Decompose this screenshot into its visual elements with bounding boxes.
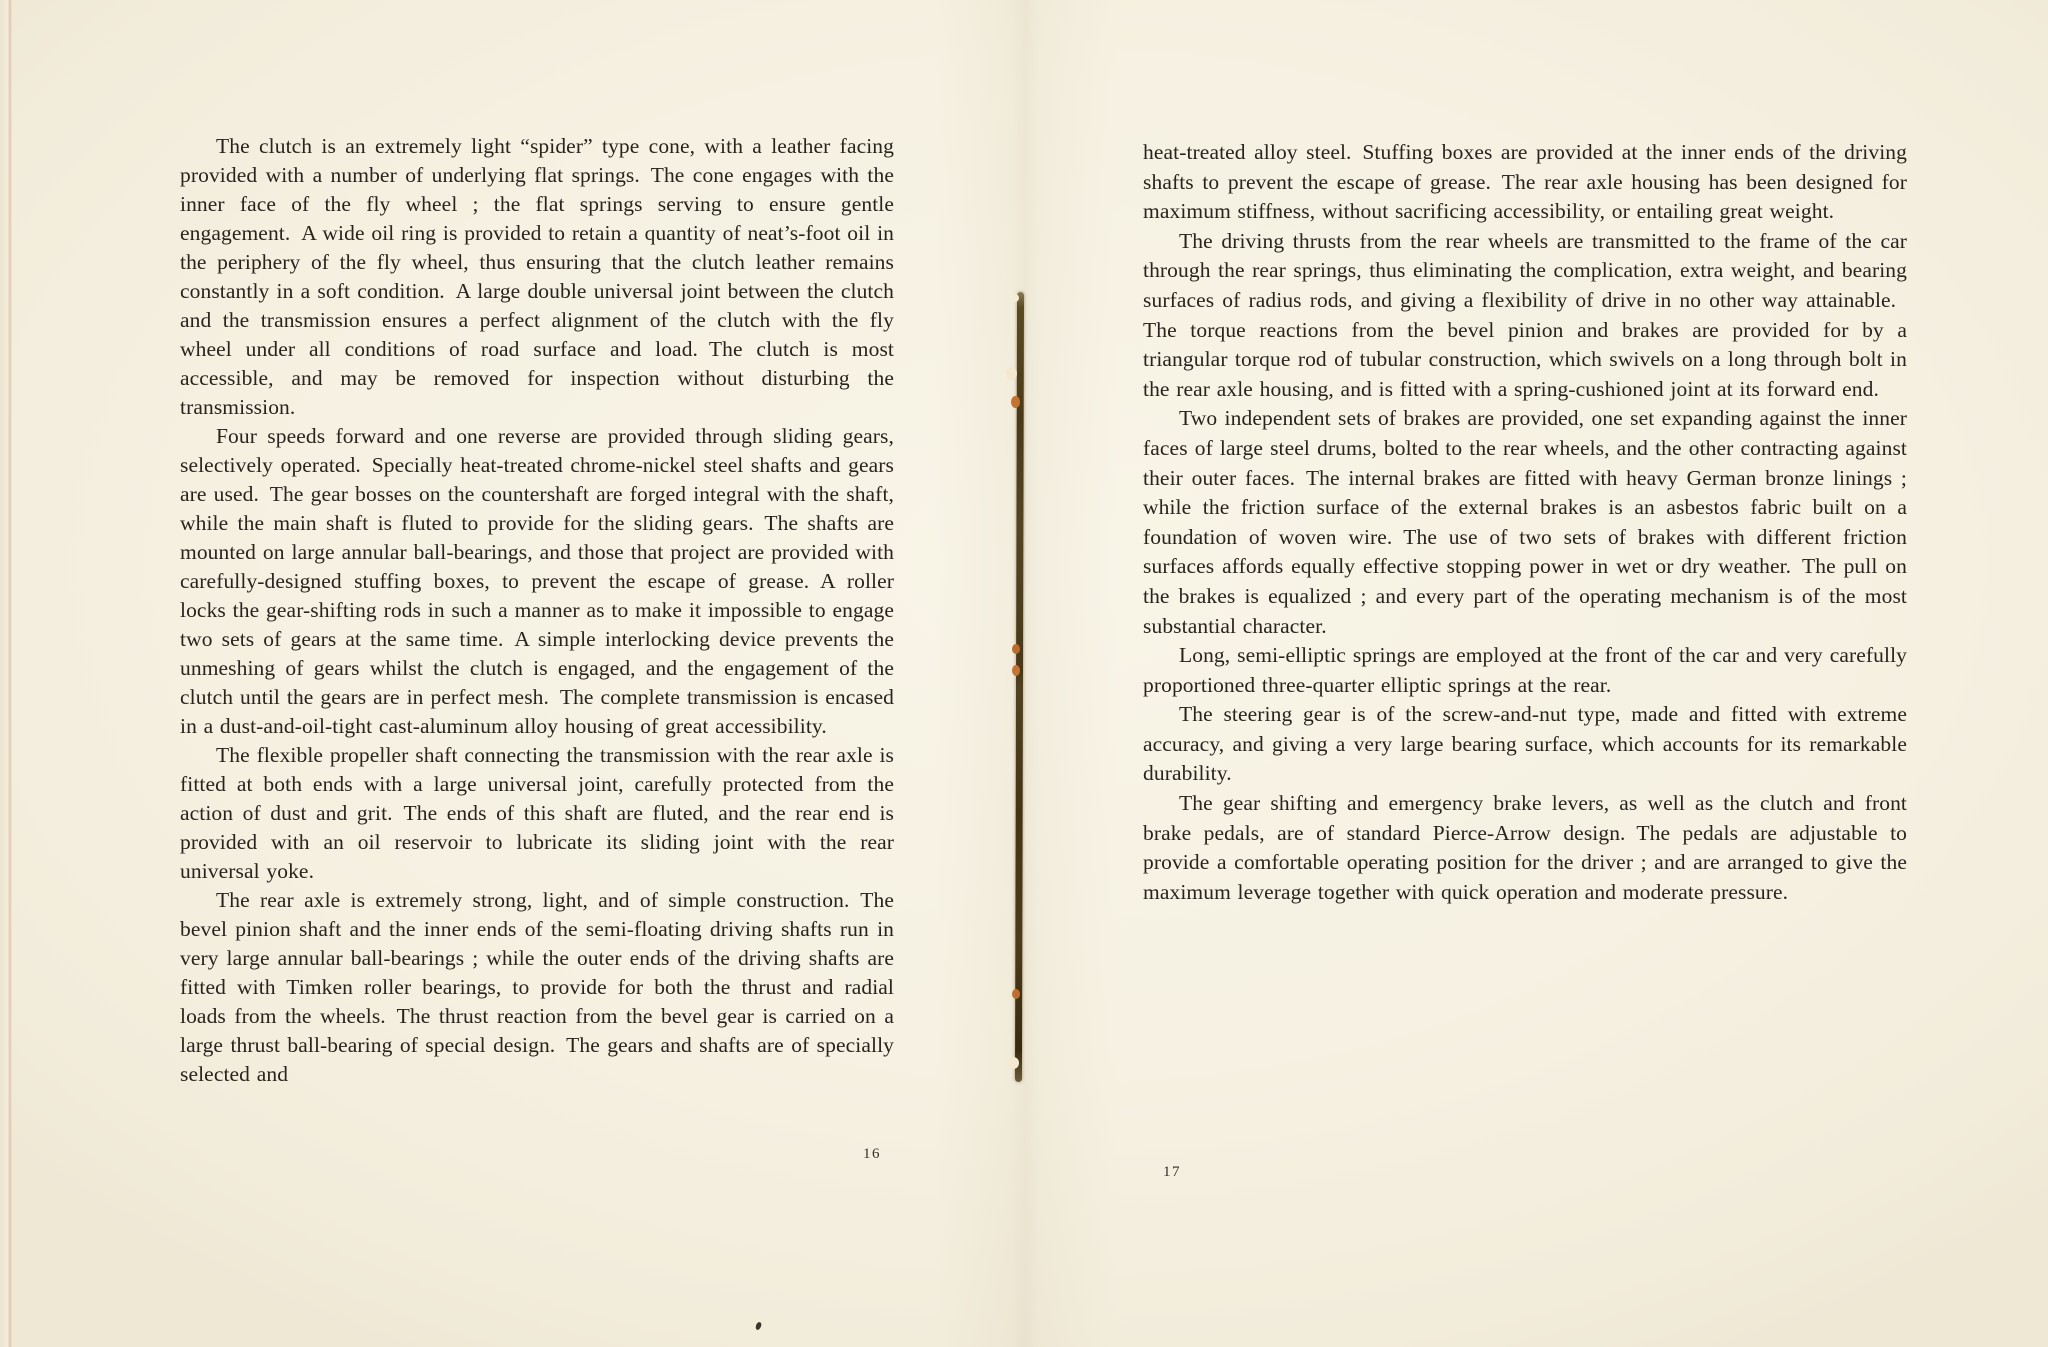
page-right [1143,138,1907,907]
paragraph: heat-treated alloy steel. Stuffing boxes are provided at the inner ends of the driving shafts to prevent the escape of grease. The rear axle housing has been designed for maximum stiffness, without sacrificing accessibility, or entailing great weight. [1143,140,1907,224]
paragraph: The clutch is an extremely light “spider” type cone, with a leather facing provided with a number of underlying flat springs. The cone engages with the inner face of the fly wheel ; the flat springs serving to ensure gentle engagement. A wide oil ring is provided to retain a quantity of neat’s-foot oil in the periphery of the fly wheel, thus ensuring that the clutch leather remains constantly in a soft condition. A large double universal joint between the clutch and the transmission ensures a perfect alignment of the clutch with the fly wheel under all conditions of road surface and load. The clutch is most accessible, and may be removed for inspection without disturbing the transmission. [180,134,894,419]
thread-fleck [1011,294,1019,302]
gutter-shade [935,0,1115,1347]
paragraph: Four speeds forward and one reverse are provided through sliding gears, selectively operated. Specially heat-treated chrome-nickel steel shafts and gears are used. The gear bosses on the countershaft are forged integral with the shaft, while the main shaft is fluted to provide for the sliding gears. The shafts are mounted on large annular ball-bearings, and those that project are provided with carefully-designed stuffing boxes, to prevent the escape of grease. A roller locks the gear-shifting rods in such a manner as to make it impossible to engage two sets of gears at the same time. A simple interlocking device prevents the unmeshing of gears whilst the clutch is engaged, and the engagement of the clutch until the gears are in perfect mesh. The complete transmission is encased in a dust-and-oil-tight cast-aluminum alloy housing of great accessibility. [180,424,894,738]
paragraph: The rear axle is extremely strong, light, and of simple construction. The bevel pinion shaft and the inner ends of the semi-floating driving shafts run in very large annular ball-bearings ; while the outer ends of the driving shafts are fitted with Timken roller bearings, to provide for both the thrust and radial loads from the wheels. The thrust reaction from the bevel gear is carried on a large thrust ball-bearing of special design. The gears and shafts are of specially selected and [180,888,894,1086]
paragraph: Two independent sets of brakes are provided, one set expanding against the inner faces of large steel drums, bolted to the rear wheels, and the other contracting against their outer faces. The internal brakes are fitted with heavy German bronze linings ; while the friction surface of the external brakes is an asbestos fabric built on a foundation of woven wire. The use of two sets of brakes with different friction surfaces affords equally effective stopping power in wet or dry weather. The pull on the brakes is equalized ; and every part of the operating mechanism is of the most substantial character. [1143,406,1907,638]
thread-fleck [1012,989,1020,999]
paragraph: The steering gear is of the screw-and-nut type, made and fitted with extreme accuracy, and giving a very large bearing surface, which accounts for its remarkable durability. [1143,702,1907,786]
thread-fleck [1008,1057,1019,1069]
thread-fleck [1011,396,1020,408]
page-number-left: 16 [863,1146,881,1162]
thread-fleck [1012,644,1020,654]
thread-fleck [1006,367,1017,380]
page-left [180,132,894,1089]
ink-speck [755,1321,762,1330]
paragraph: The gear shifting and emergency brake levers, as well as the clutch and front brake pedals, are of standard Pierce-Arrow design. The pedals are adjustable to provide a comfortable operating position for the driver ; and are arranged to give the maximum leverage together with quick operation and moderate pressure. [1143,791,1907,904]
paragraph: The flexible propeller shaft connecting the transmission with the rear axle is fitted at both ends with a large universal joint, carefully protected from the action of dust and grit. The ends of this shaft are fluted, and the rear end is provided with an oil reservoir to lubricate its sliding joint with the rear universal yoke. [180,743,894,883]
paragraph: Long, semi-elliptic springs are employed at the front of the car and very carefully proportioned three-quarter elliptic springs at the rear. [1143,643,1907,697]
paragraph: The driving thrusts from the rear wheels are transmitted to the frame of the car through the rear springs, thus eliminating the complication, extra weight, and bearing surfaces of radius rods, and giving a flexibility of drive in no other way attainable. The torque reactions from the bevel pinion and brakes are provided for by a triangular torque rod of tubular construction, which swivels on a long through bolt in the rear axle housing, and is fitted with a spring-cushioned joint at its forward end. [1143,228,1907,401]
thread-fleck [1012,665,1020,676]
page-number-right: 17 [1163,1164,1181,1180]
page-edge-line [8,0,12,1347]
